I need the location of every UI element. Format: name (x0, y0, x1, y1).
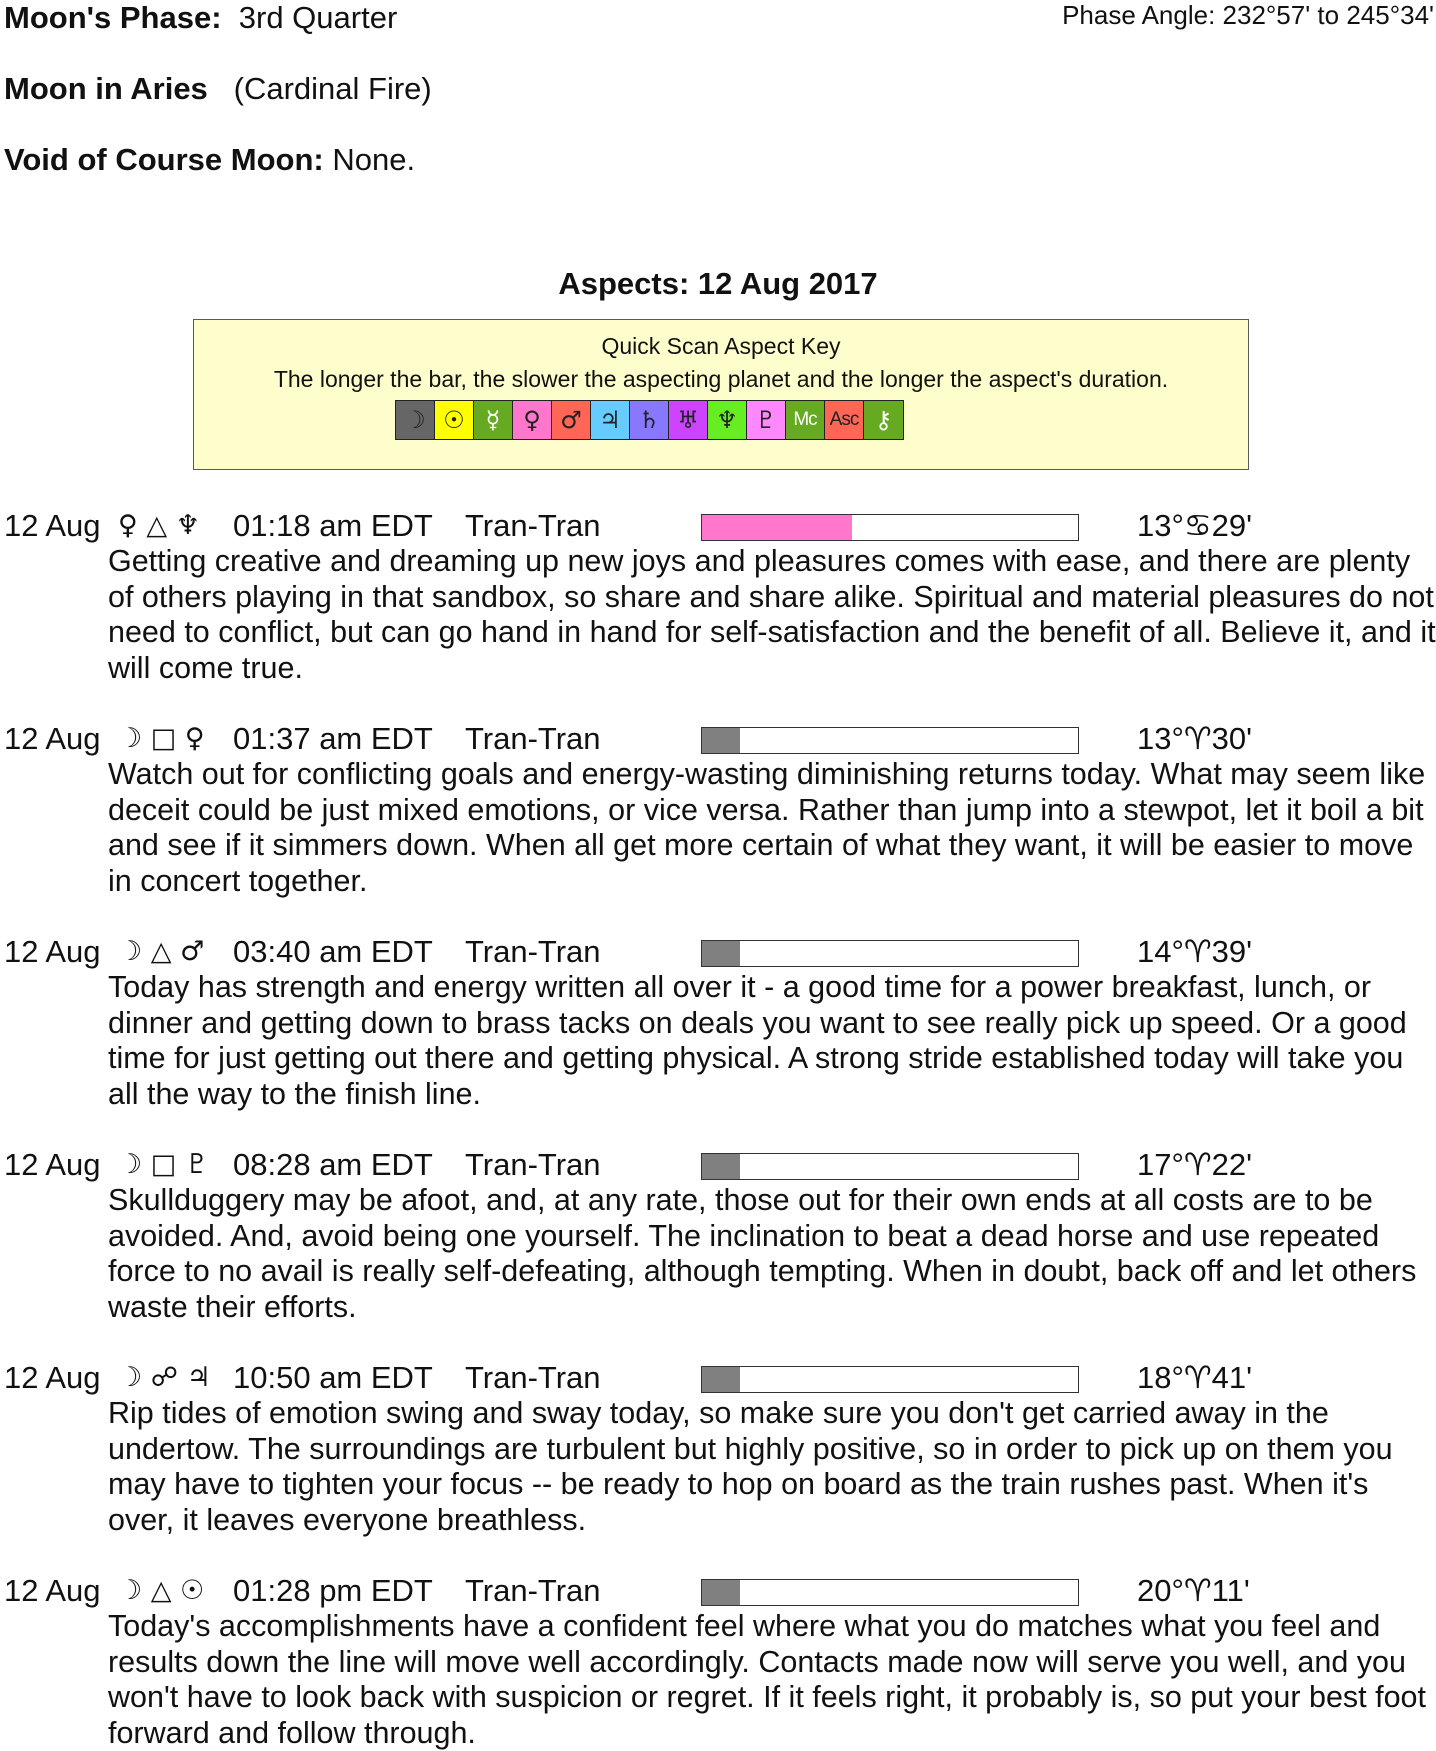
aspect-type: Tran-Tran (465, 1147, 601, 1182)
aspect-duration-bar (701, 727, 1079, 754)
aspect-position: 17°♈22' (1137, 1147, 1253, 1182)
aspect-date: 12 Aug (4, 1360, 101, 1395)
key-cell-ascendant-icon: Asc (825, 401, 864, 439)
key-cell-midheaven-icon: Mc (786, 401, 825, 439)
aspect-duration-bar-fill (702, 515, 852, 540)
aspect-time: 01:28 pm EDT (233, 1573, 433, 1608)
aspect-duration-bar (701, 514, 1079, 541)
aspect-date: 12 Aug (4, 934, 101, 969)
key-description: The longer the bar, the slower the aspecting planet and the longer the aspect's duration. (273, 366, 1169, 392)
aspect-entry-header (0, 1573, 1436, 1609)
aspect-date: 12 Aug (4, 721, 101, 756)
aspect-duration-bar (701, 1366, 1079, 1393)
aspect-duration-bar-fill (702, 1367, 740, 1392)
aspect-time: 01:18 am EDT (233, 508, 433, 543)
aspect-time: 03:40 am EDT (233, 934, 433, 969)
aspect-description: Rip tides of emotion swing and sway today, so make sure you don't get carried away in the undertow. The surroundings are turbulent but highly positive, so in order to pick up on them you may have to tighten your focus -- be ready to hop on board as the train rushes past. When it's over, it leaves everyone breathless. (108, 1396, 1393, 1537)
aspect-glyphs: ☽ □ ♇ (118, 1149, 210, 1180)
aspect-entry-header (0, 1360, 1436, 1396)
aspect-duration-bar (701, 1153, 1079, 1180)
aspect-entry-header (0, 721, 1436, 757)
key-cell-chiron-icon: ⚷ (864, 401, 903, 439)
moon-sign-row (4, 71, 432, 107)
aspect-time: 10:50 am EDT (233, 1360, 433, 1395)
key-cell-neptune-icon: ♆ (708, 401, 747, 439)
key-title: Quick Scan Aspect Key (601, 333, 841, 359)
aspect-glyphs: ☽ △ ☉ (118, 1575, 205, 1606)
moon-sign-label: Moon in Aries (4, 71, 208, 106)
aspect-duration-bar-fill (702, 1580, 740, 1605)
aspect-description: Today has strength and energy written all over it - a good time for a power breakfast, lunch, or dinner and getting down to brass tacks on deals you want to see really pick up speed. Or a good time for just getting out there and getting physical. A strong stride established today will take you all the way to the finish line. (108, 970, 1407, 1111)
aspect-time: 08:28 am EDT (233, 1147, 433, 1182)
key-cell-jupiter-icon: ♃ (591, 401, 630, 439)
aspect-type: Tran-Tran (465, 1360, 601, 1395)
void-value: None. (332, 142, 416, 177)
aspect-entry-header (0, 934, 1436, 970)
quick-scan-aspect-key (193, 319, 1249, 470)
aspect-entry-header (0, 1147, 1436, 1183)
aspects-title: Aspects: 12 Aug 2017 (558, 266, 878, 301)
aspect-type: Tran-Tran (465, 508, 601, 543)
key-cell-uranus-icon: ♅ (669, 401, 708, 439)
moon-phase-value: 3rd Quarter (238, 0, 398, 35)
key-cell-pluto-icon: ♇ (747, 401, 786, 439)
phase-angle: Phase Angle: 232°57' to 245°34' (1062, 0, 1434, 30)
void-of-course-row (4, 142, 415, 178)
aspect-entry-header (0, 508, 1436, 544)
aspect-type: Tran-Tran (465, 721, 601, 756)
aspect-position: 20°♈11' (1137, 1573, 1250, 1608)
aspect-description: Getting creative and dreaming up new joys and pleasures comes with ease, and there are plenty of others playing in that sandbox, so share and share alike. Spiritual and material pleasures do not need to conflict, but can go hand in hand for self-satisfaction and the benefit of all. Believe it, and it will come true. (108, 544, 1436, 685)
aspect-duration-bar (701, 1579, 1079, 1606)
key-cell-saturn-icon: ♄ (630, 401, 669, 439)
aspect-type: Tran-Tran (465, 934, 601, 969)
aspect-type: Tran-Tran (465, 1573, 601, 1608)
aspect-duration-bar-fill (702, 941, 740, 966)
moon-phase-label: Moon's Phase: (4, 0, 222, 35)
key-cell-sun-icon: ☉ (435, 401, 474, 439)
key-cell-venus-icon: ♀ (513, 401, 552, 439)
aspect-description: Watch out for conflicting goals and energy-wasting diminishing returns today. What may seem like deceit could be just mixed emotions, or vice versa. Rather than jump into a stewpot, let it boil a bit and see if it simmers down. When all get more certain of what they want, it will be easier to move in concert together. (108, 757, 1426, 898)
aspect-position: 14°♈39' (1137, 934, 1253, 969)
aspect-position: 18°♈41' (1137, 1360, 1253, 1395)
aspect-time: 01:37 am EDT (233, 721, 433, 756)
aspect-position: 13°♋29' (1137, 508, 1253, 543)
aspect-glyphs: ☽ □ ♀ (118, 723, 205, 754)
aspect-duration-bar (701, 940, 1079, 967)
aspect-description: Skullduggery may be afoot, and, at any rate, those out for their own ends at all costs are to be avoided. And, avoid being one yourself. The inclination to beat a dead horse and use repeated force to no avail is really self-defeating, although tempting. When in doubt, back off and let others waste their efforts. (108, 1183, 1417, 1324)
planet-color-key (395, 400, 904, 440)
aspect-date: 12 Aug (4, 1147, 101, 1182)
key-cell-moon-icon: ☽ (396, 401, 435, 439)
aspect-glyphs: ♀ △ ♆ (118, 510, 200, 541)
aspect-duration-bar-fill (702, 1154, 740, 1179)
void-label: Void of Course Moon: (4, 142, 324, 177)
key-cell-mars-icon: ♂ (552, 401, 591, 439)
aspect-duration-bar-fill (702, 728, 740, 753)
moon-sign-value: (Cardinal Fire) (233, 71, 432, 106)
aspect-description: Today's accomplishments have a confident feel where what you do matches what you feel and results down the line will move well accordingly. Contacts made now will serve you well, and you won't have to look back with suspicion or regret. If it feels right, it probably is, so put your best foot forward and follow through. (108, 1609, 1426, 1750)
aspect-glyphs: ☽ △ ♂ (118, 936, 205, 967)
aspect-position: 13°♈30' (1137, 721, 1253, 756)
aspect-date: 12 Aug (4, 1573, 101, 1608)
key-cell-mercury-icon: ☿ (474, 401, 513, 439)
aspect-date: 12 Aug (4, 508, 101, 543)
moon-phase-row (4, 0, 397, 36)
aspect-glyphs: ☽ ☍ ♃ (118, 1362, 211, 1393)
